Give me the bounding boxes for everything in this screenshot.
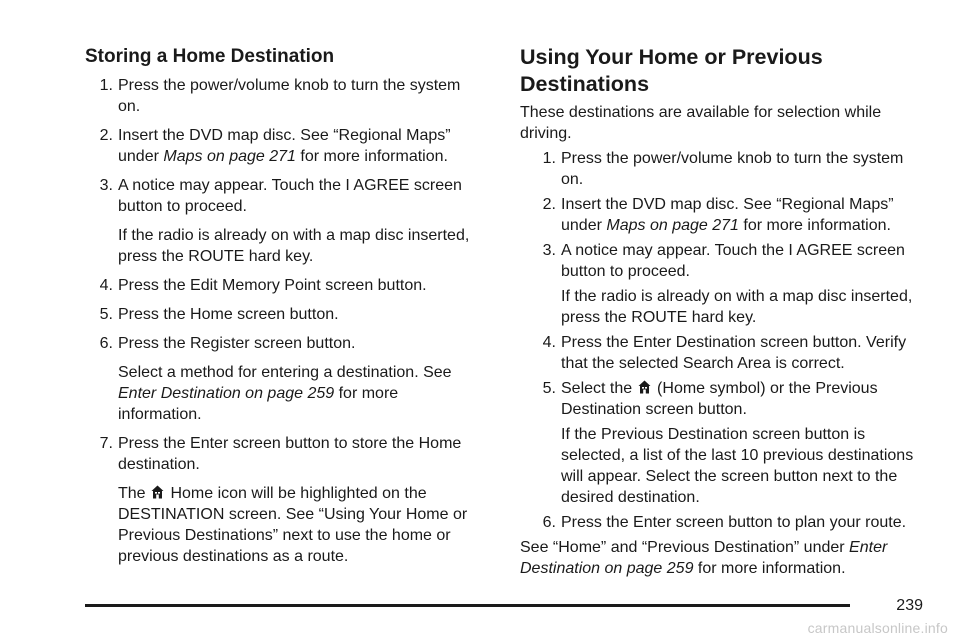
right-steps [520,102,930,579]
step-list [520,148,930,533]
footer-rule [85,604,850,607]
step-text: for more information. [738,217,891,234]
step-text: Press the Home screen button. [118,306,339,323]
section-heading: Storing a Home Destination [85,46,335,67]
page-reference: Maps on page 271 [163,148,296,165]
step-item [85,433,485,475]
step-text: Insert the DVD map disc. See “Regional Maps” under [561,196,894,234]
step-note: If the Previous Destination screen button is selected, a list of the last 10 previous destinations will appear. Select the screen button next to the desired destination. [561,426,914,506]
step-number: 4. [99,277,113,294]
step-item [85,275,485,296]
closing-text-part: See “Home” and “Previous Destination” under [520,539,850,556]
step-number: 1. [99,77,113,94]
step-number: 2. [99,127,113,144]
step-note: If the radio is already on with a map disc inserted, press the ROUTE hard key. [118,227,470,265]
step-number: 4. [542,334,556,351]
step-number: 7. [99,435,113,452]
step-text: A notice may appear. Touch the I AGREE screen button to proceed. [118,177,462,215]
step-item [528,512,930,533]
home-icon [638,380,651,394]
page-reference: Enter Destination on page 259 [520,539,888,577]
note-text: Select a method for entering a destination. See [118,364,452,381]
step-item [85,175,485,217]
step-text: A notice may appear. Touch the I AGREE screen button to proceed. [561,242,905,280]
step-number: 3. [99,177,113,194]
step-number: 6. [99,335,113,352]
left-steps [85,75,485,575]
intro-text: These destinations are available for selection while driving. [520,104,882,142]
note-text: Home icon will be highlighted on the DESTINATION screen. See “Using Your Home or Previous Destinations” next to use the home or previous destinations as a route. [118,485,468,565]
home-icon [151,485,164,499]
step-number: 3. [542,242,556,259]
step-item [528,378,930,420]
step-text: Press the Enter screen button to plan your route. [561,514,907,531]
step-number: 1. [542,150,556,167]
step-text: Press the Enter Destination screen button. Verify that the selected Search Area is correct. [561,334,907,372]
step-text: Press the Edit Memory Point screen button. [118,277,427,294]
step-item [85,304,485,325]
page-number: 239 [896,597,923,614]
step-text: Press the Enter screen button to store the Home destination. [118,435,462,473]
step-number: 2. [542,196,556,213]
step-item [528,148,930,190]
step-number: 5. [542,380,556,397]
closing-text-part: for more information. [693,560,846,577]
step-note [85,362,485,425]
step-text: (Home symbol) or the Previous Destination screen button. [561,380,878,418]
step-number: 6. [542,514,556,531]
step-item [85,75,485,117]
step-text: Insert the DVD map disc. See “Regional Maps” under [118,127,451,165]
step-item [85,125,485,167]
step-text: Press the power/volume knob to turn the system on. [561,150,904,188]
step-text: for more information. [295,148,448,165]
step-item [528,240,930,282]
page-reference: Enter Destination on page 259 [118,385,335,402]
page-reference: Maps on page 271 [606,217,739,234]
step-text: Press the Register screen button. [118,335,356,352]
note-text: for more information. [118,385,399,423]
note-text: The [118,485,151,502]
step-item [528,194,930,236]
step-text: Select the [561,380,637,397]
step-number: 5. [99,306,113,323]
step-text: Press the power/volume knob to turn the system on. [118,77,461,115]
step-note [85,483,485,567]
section-heading: Using Your Home or Previous Destinations [520,45,823,96]
step-item [528,332,930,374]
watermark: carmanualsonline.info [807,620,948,636]
step-note: If the radio is already on with a map disc inserted, press the ROUTE hard key. [561,288,913,326]
closing-text [520,537,930,579]
step-item [85,333,485,354]
